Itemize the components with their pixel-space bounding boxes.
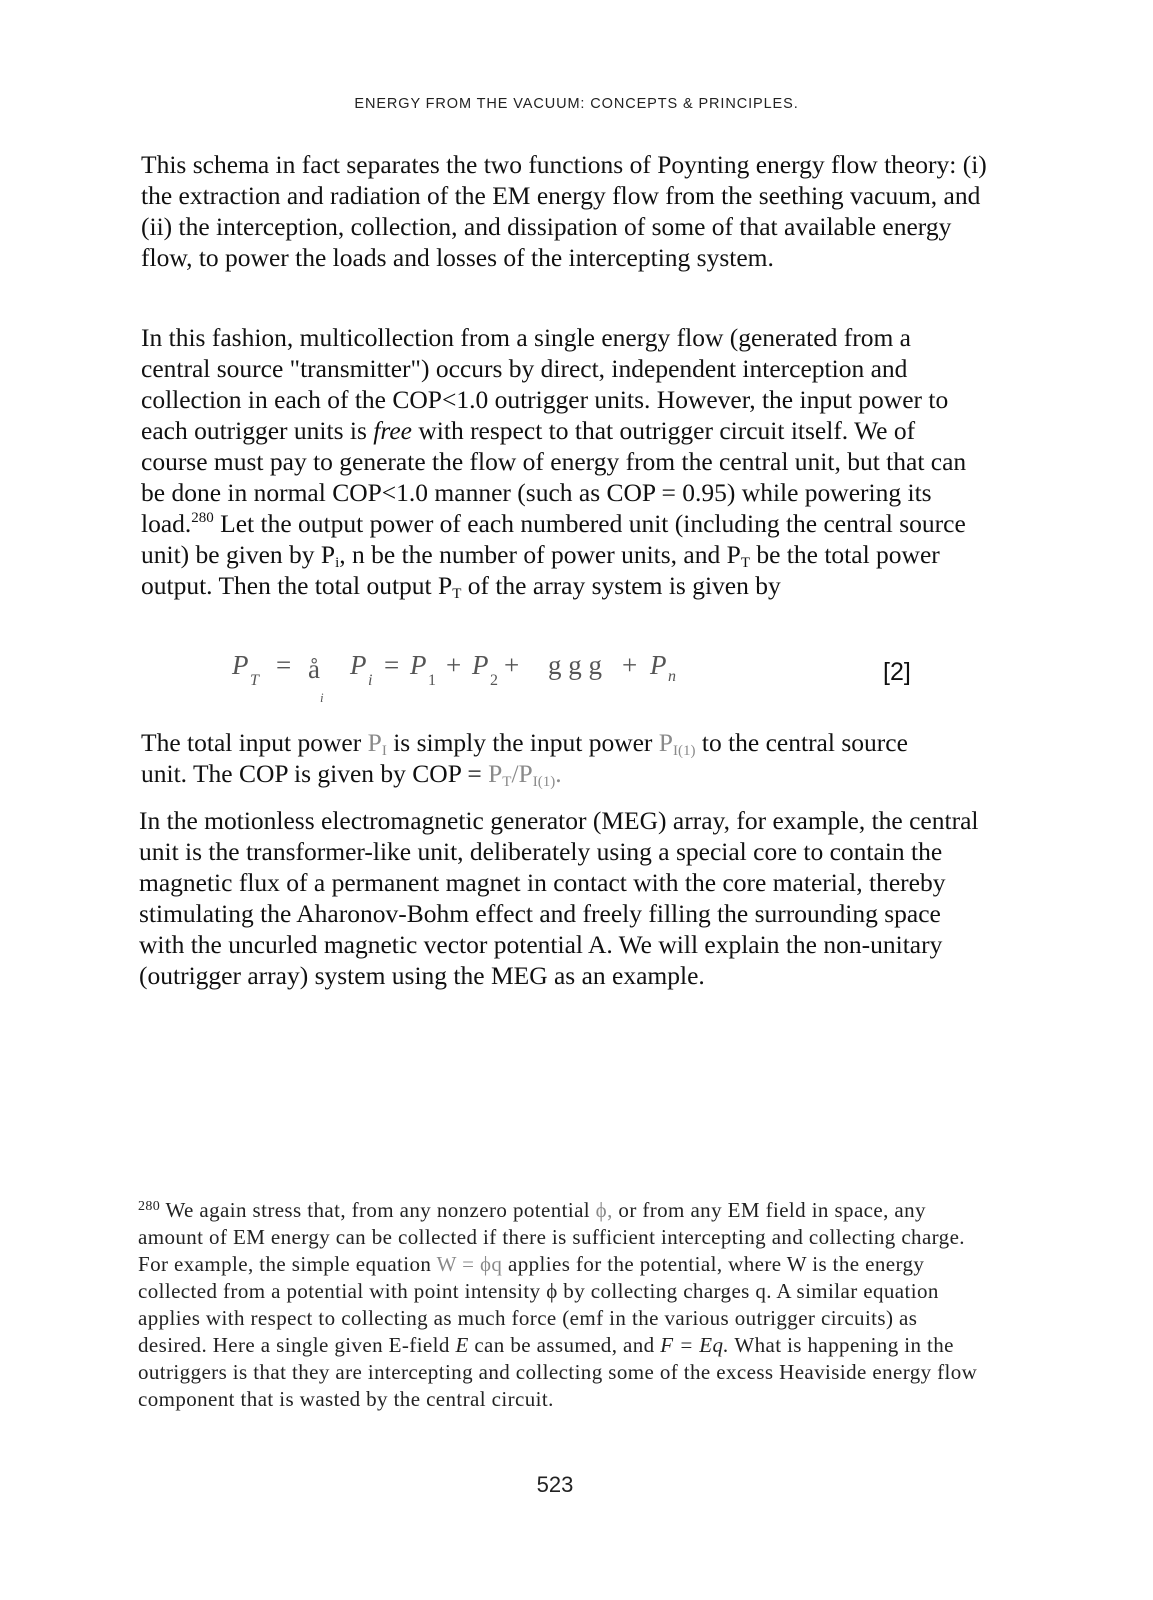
running-header: ENERGY FROM THE VACUUM: CONCEPTS & PRINCIPLES. (354, 96, 799, 112)
footnote-280: $^{280}$ We again stress that, from any nonzero potential ϕ, or from any EM field in space, any amount of EM energy can be collected if there is sufficient intercepting and collecting charge. For example, the simple equation W = ϕq applies for the potential, where W is the energy collected from a potential with point intensity ϕ by collecting charges q. A similar equation applies with respect to collecting as much force (emf in the various outrigger circuits) as desired. Here a single given E-field E can be assumed, and F = Eq. What is happening in the outriggers is that they are intercepting and collecting some of the excess Heaviside energy flow component that is wasted by the central circuit. (138, 1198, 978, 1411)
footnote-mark: 280 (138, 1199, 161, 1214)
emphasis-free: free (373, 416, 412, 445)
page-number: 523 (536, 1472, 574, 1497)
paragraph-meg-array: In the motionless electromagnetic generator (MEG) array, for example, the central unit is the transformer-like unit, deliberately using a special core to contain the magnetic flux of a permanent magnet in contact with the core material, thereby stimulating the Aharonov-Bohm effect and freely filling the surrounding space with the uncurled magnetic vector potential A. We will explain the non-unitary (outrigger array) system using the MEG as an example. (139, 806, 979, 990)
equation-total-power: P T = å i P i = P 1 + P 2 + g g g + P n (232, 650, 676, 705)
paragraph-schema: This schema in fact separates the two functions of Poynting energy flow theory: (i) the extraction and radiation of the EM energy flow from the seething vacuum, and (ii) the interception, collection, and dissipation of some of that available energy flow, to power the loads and losses of the intercepting system. (141, 150, 987, 272)
footnote-reference[interactable]: 280 (191, 510, 214, 526)
equation-number: [2] (883, 658, 911, 686)
paragraph-total-input-power: The total input power $P_I$ is simply the input power $P_{I(1)}$ to the central source unit. The COP is given by COP = $P_T/P_{I(1)}$. (141, 728, 908, 790)
summation-symbol: å (308, 654, 320, 684)
paragraph-multicollection: In this fashion, multicollection from a single energy flow (generated from a central source "transmitter") occurs by direct, independent interception and collection in each of the COP<1.0 outrigger units. However, the input power to each outrigger units is free with respect to that outrigger circuit itself. We of course must pay to generate the flow of energy from the central unit, but that can be done in normal COP<1.0 manner (such as COP = 0.95) while powering its load.$^{280}$ Let the output power of each numbered unit (including the central source unit) be given by $P_i$, n be the number of power units, and $P_T$ be the total power output. Then the total output $P_T$ of the array system is given by (141, 323, 967, 602)
